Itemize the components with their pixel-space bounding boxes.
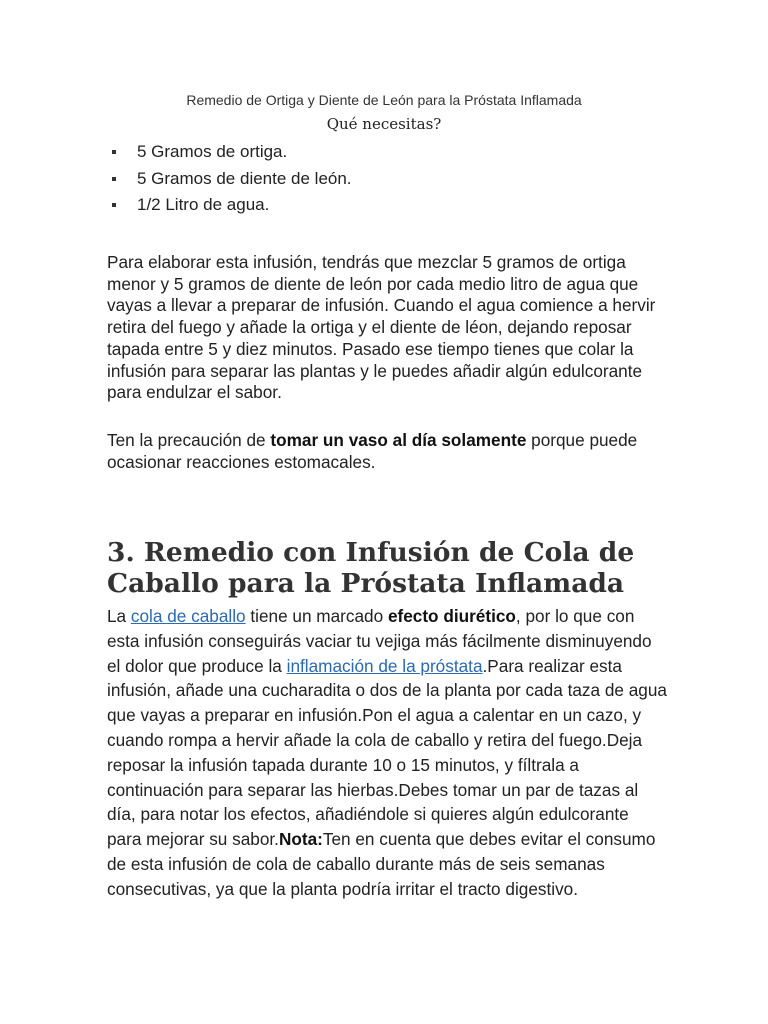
cola-de-caballo-paragraph [107,604,667,902]
diuretic-effect-bold-text: efecto diurético [387,606,516,626]
preparation-paragraph: Para elaborar esta infusión, tendrás que mezclar 5 gramos de ortiga menor y 5 gramos de diente de león por cada medio litro de agua que vayas a llevar a preparar de infusión. Cuando el agua comience a hervir retira del fuego y añade la ortiga y el diente de léon, dejando reposar tapada entre 5 y diez minutos. Pasado ese tiempo tienes que colar la infusión para separar las plantas y le puedes añadir algún edulcorante para endulzar el sabor. [107,252,656,403]
section-heading: 3. Remedio con Infusión de Cola de Caballo para la Próstata Inflamada [107,537,635,599]
precaution-text: Ten la precaución de [107,430,271,450]
ingredients-list [112,139,352,219]
ingredient-text: 1/2 Litro de agua. [137,195,270,214]
what-you-need-heading: Qué necesitas? [326,115,442,133]
list-item [112,192,352,219]
document-title: Remedio de Ortiga y Diente de León para la Próstata Inflamada [186,92,582,108]
paragraph-text: La [107,606,131,626]
paragraph-text: .Para realizar esta infusión, añade una cucharadita o dos de la planta por cada taza de agua que vayas a preparar en infusión.Pon el agua a calentar en un cazo, y cuando rompa a hervir añade la cola de caballo y retira del fuego.Deja reposar la infusión tapada durante 10 o 15 minutos, y fíltrala a continuación para separar las hierbas.Debes tomar un par de tazas al día, para notar los efectos, añadiéndole si quieres algún edulcorante para mejorar su sabor. [107,655,667,850]
paragraph-text: , por lo que con esta infusión conseguirás vaciar tu vejiga más fácilmente disminuyendo el dolor que produce la [107,606,652,676]
ingredient-text: 5 Gramos de diente de león. [137,168,352,188]
cola-de-caballo-link[interactable]: cola de caballo [130,606,246,626]
bullet-icon [112,150,116,154]
paragraph-text: Ten en cuenta que debes evitar el consumo de esta infusión de cola de caballo durante más de seis semanas consecutivas, ya que la planta podría irritar el tracto digestivo. [107,829,656,899]
list-item [112,139,352,166]
precaution-bold-text: tomar un vaso al día solamente [270,430,527,450]
note-label: Nota: [278,829,323,850]
prostate-inflammation-link[interactable]: inflamación de la próstata [286,655,483,676]
paragraph-text: tiene un marcado [245,606,388,626]
bullet-icon [112,177,116,181]
ingredient-text: 5 Gramos de ortiga. [137,142,288,161]
bullet-icon [112,203,116,207]
precaution-text-end: porque puede ocasionar reacciones estomacales. [107,430,638,472]
list-item [112,166,352,193]
precaution-paragraph [107,430,667,473]
